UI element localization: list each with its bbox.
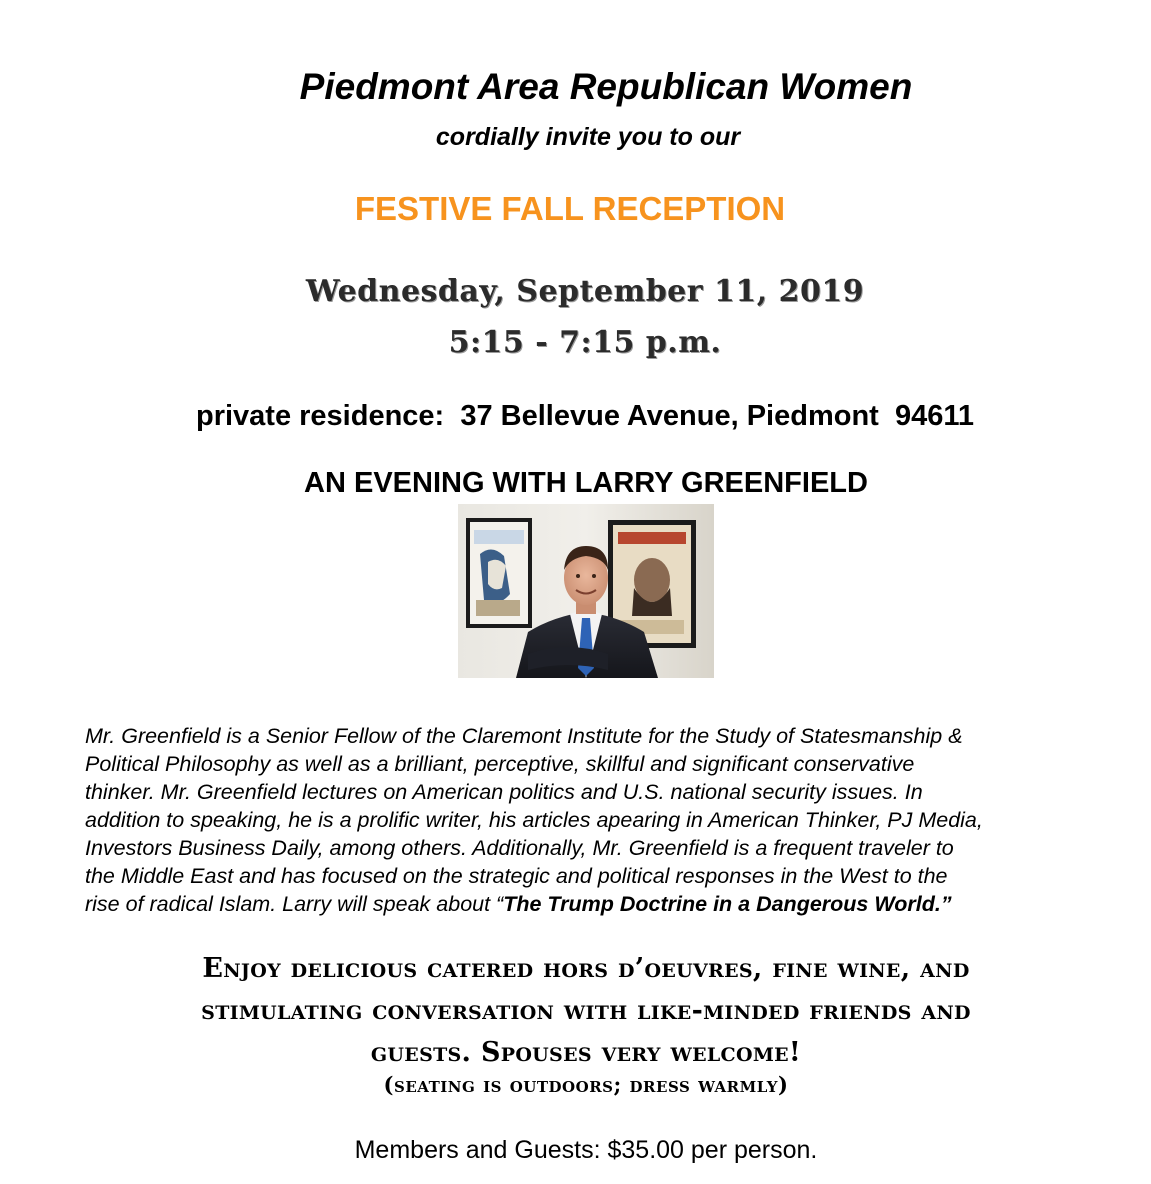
event-location — [0, 400, 1151, 433]
event-time: 5:15 - 7:15 p.m. — [448, 325, 722, 360]
location-zip: 94611 — [894, 400, 975, 432]
location-label: private residence: — [195, 400, 445, 432]
catering-description — [0, 948, 1151, 1074]
bio-line: Investors Business Daily, among others. Additionally, Mr. Greenfield is a frequent traveler to — [85, 836, 954, 860]
bio-line: the Middle East and has focused on the strategic and political responses in the West to the — [85, 864, 948, 888]
speaker-bio — [85, 722, 1085, 918]
bio-line: Political Philosophy as well as a brilliant, perceptive, skillful and significant conservative — [85, 752, 915, 776]
bio-line: addition to speaking, he is a prolific writer, his articles apearing in American Thinker, PJ Media, — [85, 808, 983, 832]
speaker-headline: AN EVENING WITH LARRY GREENFIELD — [304, 467, 868, 499]
catering-line: Enjoy delicious catered hors d’oeuvres, fine wine, and — [202, 953, 970, 984]
talk-title: The Trump Doctrine in a Dangerous World.” — [503, 892, 952, 916]
organization-title: Piedmont Area Republican Women — [299, 66, 913, 107]
location-address: 37 Bellevue Avenue, Piedmont — [460, 400, 879, 432]
price-line: Members and Guests: $35.00 per person. — [354, 1136, 818, 1164]
bio-line: Mr. Greenfield is a Senior Fellow of the Claremont Institute for the Study of Statesmanship & — [85, 724, 963, 748]
speaker-portrait-image — [458, 504, 714, 678]
catering-line: stimulating conversation with like-minded friends and — [201, 995, 971, 1026]
seating-note: (seating is outdoors; dress warmly) — [383, 1072, 789, 1097]
catering-line: guests. Spouses very welcome! — [370, 1037, 802, 1068]
bio-line-last — [85, 890, 1085, 918]
bio-line: thinker. Mr. Greenfield lectures on American politics and U.S. national security issues. In — [85, 780, 923, 804]
event-date: Wednesday, September 11, 2019 — [305, 274, 865, 309]
invite-line: cordially invite you to our — [435, 123, 741, 151]
speaker-photo — [458, 504, 714, 678]
event-title: FESTIVE FALL RECEPTION — [354, 190, 786, 227]
bio-line-text: rise of radical Islam. Larry will speak about “ — [85, 892, 504, 916]
